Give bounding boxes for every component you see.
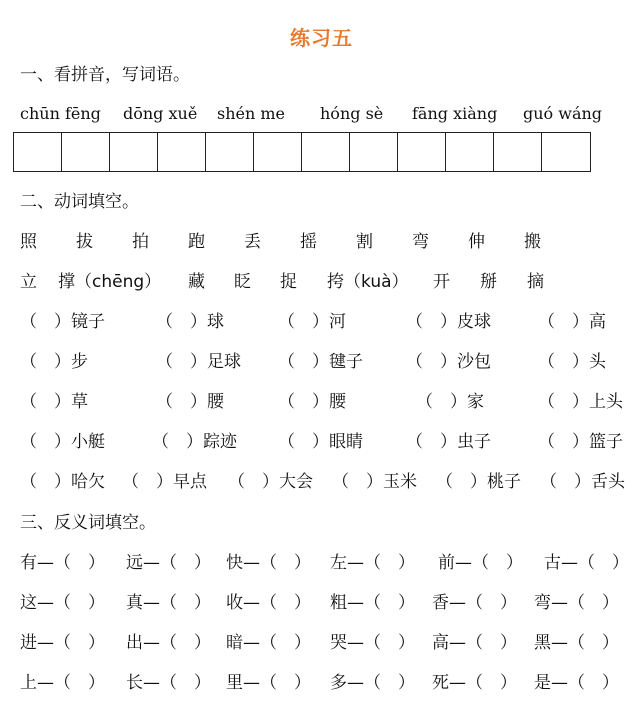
writing-cell[interactable] [350, 133, 398, 171]
antonym-item[interactable]: 多—（ ） [330, 673, 415, 693]
verb-fill-row [20, 347, 640, 372]
pinyin-1: chūn fēng [20, 104, 101, 123]
fill-blank-item[interactable]: （ ）玉米 [332, 472, 417, 492]
verb: 拍 [132, 232, 149, 252]
writing-cell[interactable] [158, 133, 206, 171]
antonym-item[interactable]: 真—（ ） [126, 593, 211, 613]
antonym-item[interactable]: 高—（ ） [432, 633, 517, 653]
verb: 搬 [524, 232, 541, 252]
fill-blank-item[interactable]: （ ）篮子 [538, 432, 623, 452]
verb: 跑 [188, 232, 205, 252]
antonym-item[interactable]: 进—（ ） [20, 633, 105, 653]
fill-blank-item[interactable]: （ ）眼睛 [278, 432, 363, 452]
antonym-item[interactable]: 古—（ ） [544, 553, 629, 573]
pinyin-3: shén me [217, 104, 286, 123]
writing-cell[interactable] [254, 133, 302, 171]
verb-fill-row [20, 427, 640, 452]
antonym-item[interactable]: 左—（ ） [330, 553, 415, 573]
antonym-item[interactable]: 死—（ ） [432, 673, 517, 693]
verb: 立 [20, 272, 37, 292]
verb-fill-row [20, 467, 640, 492]
antonym-item[interactable]: 收—（ ） [226, 593, 311, 613]
antonym-item[interactable]: 暗—（ ） [226, 633, 311, 653]
fill-blank-item[interactable]: （ ）大会 [228, 472, 313, 492]
pinyin-2: dōng xuě [123, 104, 198, 123]
verbs-line-2 [20, 267, 640, 292]
fill-blank-item[interactable]: （ ）河 [278, 312, 346, 332]
antonym-item[interactable]: 远—（ ） [126, 553, 211, 573]
antonym-item[interactable]: 快—（ ） [226, 553, 311, 573]
antonym-item[interactable]: 黑—（ ） [534, 633, 619, 653]
fill-blank-item[interactable]: （ ）家 [416, 392, 484, 412]
antonym-item[interactable]: 有—（ ） [20, 553, 105, 573]
antonym-row [20, 668, 640, 693]
pinyin-row [20, 104, 640, 124]
fill-blank-item[interactable]: （ ）舌头 [540, 472, 625, 492]
fill-blank-item[interactable]: （ ）头 [538, 352, 606, 372]
fill-blank-item[interactable]: （ ）踪迹 [152, 432, 237, 452]
fill-blank-item[interactable]: （ ）高 [538, 312, 606, 332]
section-2-heading: 二、动词填空。 [20, 192, 139, 212]
writing-cell[interactable] [110, 133, 158, 171]
fill-blank-item[interactable]: （ ）早点 [122, 472, 207, 492]
verb: 拔 [76, 232, 93, 252]
verbs-line-1 [20, 227, 640, 252]
verb: 捉 [280, 272, 297, 292]
fill-blank-item[interactable]: （ ）沙包 [406, 352, 491, 372]
fill-blank-item[interactable]: （ ）上头 [538, 392, 623, 412]
fill-blank-item[interactable]: （ ）小艇 [20, 432, 105, 452]
fill-blank-item[interactable]: （ ）球 [156, 312, 224, 332]
antonym-item[interactable]: 前—（ ） [438, 553, 523, 573]
section-3-heading: 三、反义词填空。 [20, 513, 156, 533]
fill-blank-item[interactable]: （ ）草 [20, 392, 88, 412]
writing-cell[interactable] [14, 133, 62, 171]
writing-cell[interactable] [302, 133, 350, 171]
fill-blank-item[interactable]: （ ）腰 [278, 392, 346, 412]
fill-blank-item[interactable]: （ ）皮球 [406, 312, 491, 332]
fill-blank-item[interactable]: （ ）桃子 [436, 472, 521, 492]
antonym-item[interactable]: 粗—（ ） [330, 593, 415, 613]
verb: 挎（kuà） [327, 272, 409, 292]
section-1-heading: 一、看拼音，写词语。 [20, 65, 190, 85]
verb-fill-row [20, 307, 640, 332]
antonym-item[interactable]: 上—（ ） [20, 673, 105, 693]
verb: 照 [20, 232, 37, 252]
fill-blank-item[interactable]: （ ）足球 [156, 352, 241, 372]
antonym-row [20, 548, 640, 573]
verb: 割 [356, 232, 373, 252]
verb: 撑（chēng） [58, 272, 162, 292]
writing-cell[interactable] [542, 133, 590, 171]
verb: 摘 [527, 272, 544, 292]
fill-blank-item[interactable]: （ ）哈欠 [20, 472, 105, 492]
verb: 藏 [188, 272, 205, 292]
pinyin-6: guó wáng [523, 104, 603, 123]
fill-blank-item[interactable]: （ ）虫子 [406, 432, 491, 452]
antonym-item[interactable]: 是—（ ） [534, 673, 619, 693]
verb: 摇 [300, 232, 317, 252]
antonym-item[interactable]: 这—（ ） [20, 593, 105, 613]
writing-cell[interactable] [62, 133, 110, 171]
pinyin-5: fāng xiàng [412, 104, 498, 123]
verb: 眨 [234, 272, 251, 292]
antonym-row [20, 628, 640, 653]
verb-fill-row [20, 387, 640, 412]
verb: 丢 [244, 232, 261, 252]
antonym-row [20, 588, 640, 613]
fill-blank-item[interactable]: （ ）毽子 [278, 352, 363, 372]
fill-blank-item[interactable]: （ ）腰 [156, 392, 224, 412]
pinyin-4: hóng sè [320, 104, 384, 123]
writing-cell[interactable] [494, 133, 542, 171]
verb: 掰 [480, 272, 497, 292]
antonym-item[interactable]: 哭—（ ） [330, 633, 415, 653]
verb: 弯 [412, 232, 429, 252]
writing-cell[interactable] [446, 133, 494, 171]
writing-grid [13, 132, 591, 172]
writing-cell[interactable] [206, 133, 254, 171]
verb: 伸 [468, 232, 485, 252]
verb: 开 [433, 272, 450, 292]
fill-blank-item[interactable]: （ ）步 [20, 352, 88, 372]
antonym-item[interactable]: 出—（ ） [126, 633, 211, 653]
antonym-item[interactable]: 长—（ ） [126, 673, 211, 693]
writing-cell[interactable] [398, 133, 446, 171]
page-title: 练习五 [290, 26, 353, 50]
antonym-item[interactable]: 香—（ ） [432, 593, 517, 613]
antonym-item[interactable]: 里—（ ） [226, 673, 311, 693]
antonym-item[interactable]: 弯—（ ） [534, 593, 619, 613]
fill-blank-item[interactable]: （ ）镜子 [20, 312, 105, 332]
